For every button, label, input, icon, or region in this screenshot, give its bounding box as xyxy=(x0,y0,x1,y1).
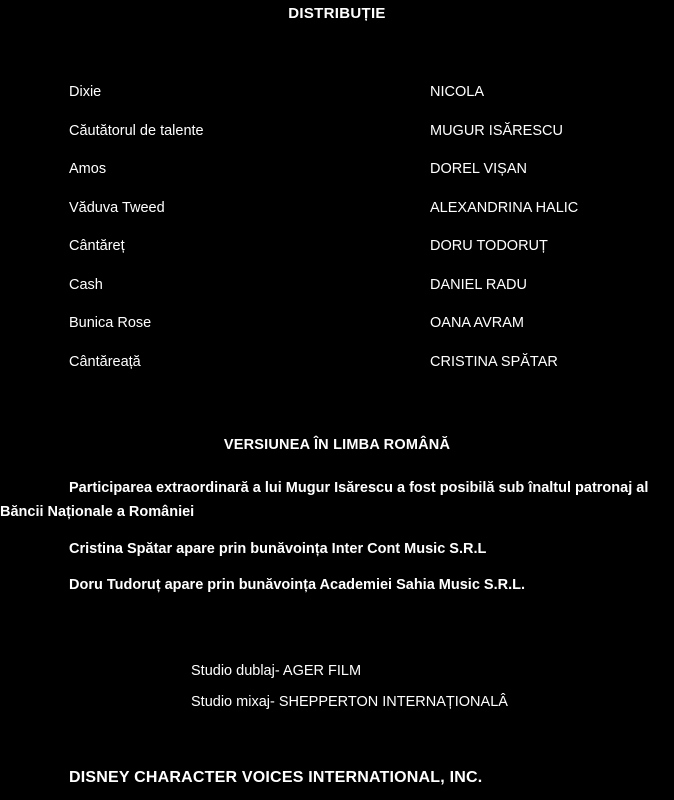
note-text: Participarea extraordinară a lui Mugur Isărescu a fost posibilă sub înaltul patronaj al Băncii Naționale a României xyxy=(0,480,649,520)
cast-role: Văduva Tweed xyxy=(69,199,165,216)
footer-text: DISNEY CHARACTER VOICES INTERNATIONAL, INC. xyxy=(69,769,483,786)
page-title: DISTRIBUȚIE xyxy=(288,5,386,22)
cast-row xyxy=(0,200,674,239)
cast-actor: OANA AVRAM xyxy=(430,315,525,331)
note-text: Doru Tudoruț apare prin bunăvoința Academiei Sahia Music S.R.L. xyxy=(69,577,526,593)
cast-row xyxy=(0,84,674,123)
cast-actor: MUGUR ISĂRESCU xyxy=(430,122,563,139)
studio-text: Studio mixaj- SHEPPERTON INTERNAȚIONALÂ xyxy=(191,694,508,710)
cast-actor: CRISTINA SPĂTAR xyxy=(430,353,558,370)
notes-block xyxy=(0,476,674,609)
cast-actor: NICOLA xyxy=(430,84,484,100)
studio-block xyxy=(0,656,674,718)
cast-role: Căutătorul de talente xyxy=(69,122,204,139)
cast-role: Amos xyxy=(69,161,107,177)
cast-role: Bunica Rose xyxy=(69,315,152,331)
cast-actor: DORU TODORUȚ xyxy=(430,238,548,254)
cast-row xyxy=(0,161,674,200)
note-text: Cristina Spătar apare prin bunăvoința Inter Cont Music S.R.L xyxy=(69,541,487,557)
cast-row xyxy=(0,354,674,393)
cast-row xyxy=(0,315,674,354)
cast-actor: ALEXANDRINA HALIC xyxy=(430,199,579,216)
cast-role: Cântăreață xyxy=(69,353,141,370)
cast-role: Dixie xyxy=(69,84,102,100)
studio-text: Studio dublaj- AGER FILM xyxy=(191,663,362,679)
cast-row xyxy=(0,238,674,277)
cast-actor: DOREL VIȘAN xyxy=(430,161,527,177)
cast-actor: DANIEL RADU xyxy=(430,276,527,293)
cast-row xyxy=(0,277,674,316)
section-heading: VERSIUNEA ÎN LIMBA ROMÂNĂ xyxy=(223,437,451,453)
cast-role: Cântăreț xyxy=(69,238,125,254)
cast-row xyxy=(0,123,674,162)
cast-role: Cash xyxy=(69,276,103,293)
cast-list xyxy=(0,84,674,392)
